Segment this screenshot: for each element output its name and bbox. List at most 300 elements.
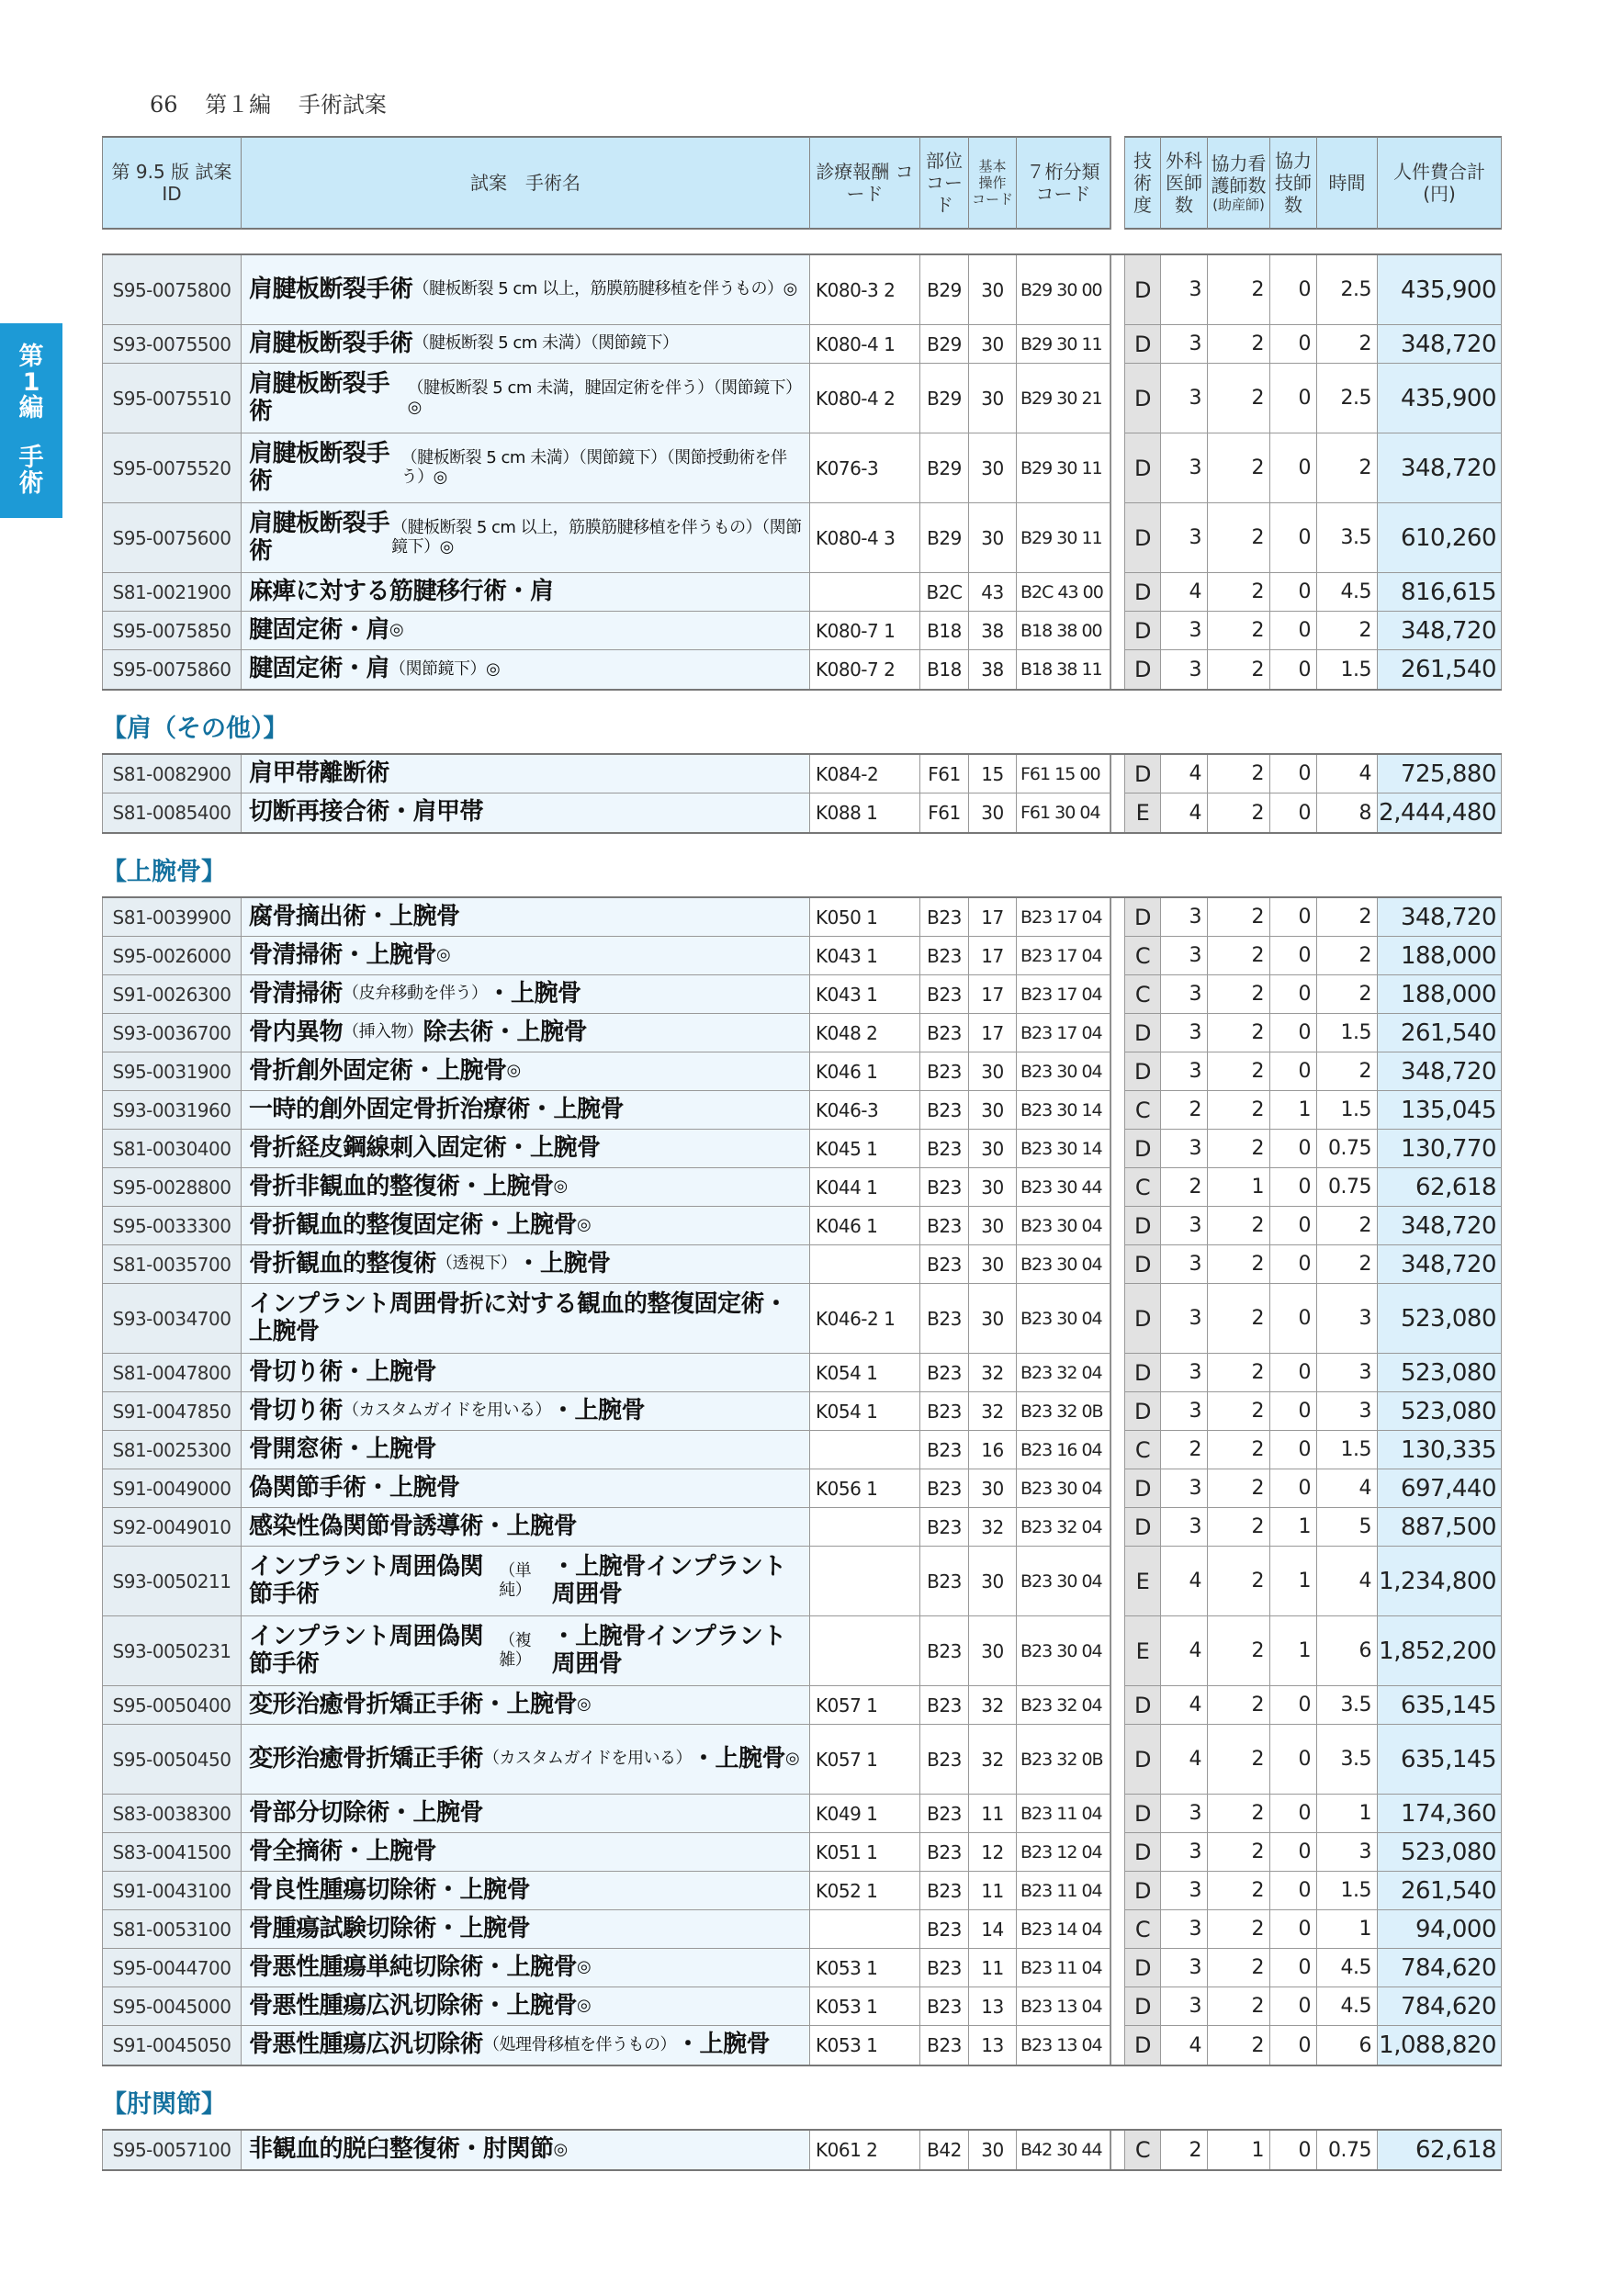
site-code: B23 — [920, 1207, 969, 1245]
fee-code: K080-3 2 — [810, 255, 920, 325]
technician-count: 0 — [1270, 2131, 1317, 2169]
nurse-count: 2 — [1208, 1833, 1270, 1872]
name-note: （関節鏡下）◎ — [389, 658, 501, 679]
personnel-cost: 135,045 — [1378, 1091, 1502, 1130]
name-text: 腱固定術・肩 — [249, 615, 390, 644]
personnel-cost: 1,852,200 — [1378, 1616, 1502, 1686]
page-number: 66 — [150, 92, 178, 118]
site-code: B23 — [920, 1910, 969, 1949]
technical-level: D — [1124, 573, 1161, 612]
technical-level: D — [1124, 1392, 1161, 1431]
site-code: B23 — [920, 1795, 969, 1833]
surgeon-count: 3 — [1161, 1508, 1208, 1547]
fee-code: K054 1 — [810, 1392, 920, 1431]
table-row[interactable] — [102, 1547, 1502, 1616]
personnel-cost: 261,540 — [1378, 650, 1502, 689]
hours: 1.5 — [1317, 1091, 1378, 1130]
name-text: ・上腕骨 — [487, 979, 581, 1007]
personnel-cost: 523,080 — [1378, 1284, 1502, 1354]
personnel-cost: 635,145 — [1378, 1686, 1502, 1725]
nurse-count: 2 — [1208, 1354, 1270, 1392]
fee-code: K076-3 — [810, 433, 920, 503]
site-code: B23 — [920, 1431, 969, 1469]
nurse-count: 2 — [1208, 898, 1270, 937]
site-code: B29 — [920, 433, 969, 503]
column-gap — [1110, 1091, 1124, 1130]
proposal-id: S95-0075520 — [102, 433, 242, 503]
table-row[interactable] — [102, 650, 1502, 689]
table-row[interactable] — [102, 503, 1502, 573]
proposal-id: S91-0045050 — [102, 2026, 242, 2065]
fee-code: K088 1 — [810, 793, 920, 832]
section-heading: 【上腕骨】 — [102, 858, 226, 886]
table-row[interactable] — [102, 1508, 1502, 1547]
hours: 2 — [1317, 433, 1378, 503]
table-row[interactable] — [102, 1833, 1502, 1872]
surgeon-count: 4 — [1161, 793, 1208, 832]
hours: 1 — [1317, 1910, 1378, 1949]
surgeon-count: 3 — [1161, 898, 1208, 937]
table-row[interactable] — [102, 1795, 1502, 1833]
personnel-cost: 348,720 — [1378, 612, 1502, 650]
fee-code — [810, 1910, 920, 1949]
procedure-name — [242, 1508, 810, 1547]
column-gap — [1110, 975, 1124, 1014]
site-code: B18 — [920, 612, 969, 650]
personnel-cost: 697,440 — [1378, 1469, 1502, 1508]
table-row[interactable] — [102, 1091, 1502, 1130]
nurse-count: 2 — [1208, 573, 1270, 612]
seven-digit-code: B29 30 11 — [1017, 503, 1110, 573]
nurse-count: 2 — [1208, 433, 1270, 503]
procedure-name — [242, 1052, 810, 1091]
procedure-name — [242, 1725, 810, 1795]
technical-level: D — [1124, 1833, 1161, 1872]
site-code: F61 — [920, 755, 969, 793]
surgeon-count: 3 — [1161, 1207, 1208, 1245]
seven-digit-code: B23 30 04 — [1017, 1207, 1110, 1245]
table-row[interactable] — [102, 1616, 1502, 1686]
proposal-id: S93-0034700 — [102, 1284, 242, 1354]
col-code: 診療報酬 コード — [810, 136, 920, 230]
name-note: ◎ — [785, 1749, 800, 1769]
surgeon-count: 3 — [1161, 937, 1208, 975]
personnel-cost: 2,444,480 — [1378, 793, 1502, 832]
proposal-id: S81-0047800 — [102, 1354, 242, 1392]
chapter-side-tab[interactable] — [0, 323, 62, 518]
column-gap — [1110, 255, 1124, 325]
site-code: B23 — [920, 937, 969, 975]
surgeon-count: 3 — [1161, 503, 1208, 573]
name-text: 一時的創外固定骨折治療術・上腕骨 — [249, 1095, 625, 1123]
hours: 2.5 — [1317, 364, 1378, 433]
procedure-name — [242, 898, 810, 937]
nurse-count: 2 — [1208, 2026, 1270, 2065]
name-text: 肩甲帯離断術 — [249, 759, 390, 787]
col-keta7: ７桁分類 コード — [1017, 136, 1110, 230]
table-row[interactable] — [102, 364, 1502, 433]
proposal-id: S95-0044700 — [102, 1949, 242, 1987]
name-text: 骨折創外固定術・上腕骨 — [249, 1056, 507, 1085]
technician-count: 0 — [1270, 612, 1317, 650]
fee-code: K052 1 — [810, 1872, 920, 1910]
name-text: 偽関節手術・上腕骨 — [249, 1473, 460, 1502]
column-gap — [1110, 1987, 1124, 2026]
column-gap — [1110, 2131, 1124, 2169]
table-row[interactable] — [102, 1245, 1502, 1284]
seven-digit-code: B42 30 44 — [1017, 2131, 1110, 2169]
surgeon-count: 2 — [1161, 2131, 1208, 2169]
operation-code: 32 — [969, 1392, 1017, 1431]
technical-level: C — [1124, 937, 1161, 975]
surgeon-count: 3 — [1161, 1245, 1208, 1284]
technical-level: C — [1124, 1091, 1161, 1130]
procedure-name — [242, 573, 810, 612]
table-row[interactable] — [102, 1431, 1502, 1469]
table-row[interactable] — [102, 898, 1502, 937]
seven-digit-code: B18 38 11 — [1017, 650, 1110, 689]
seven-digit-code: F61 30 04 — [1017, 793, 1110, 832]
site-code: B2C — [920, 573, 969, 612]
site-code: B23 — [920, 1091, 969, 1130]
name-text: ・上腕骨 — [550, 1396, 645, 1424]
personnel-cost: 348,720 — [1378, 433, 1502, 503]
name-note: ◎ — [577, 1957, 592, 1977]
procedure-name — [242, 1207, 810, 1245]
technician-count: 0 — [1270, 1284, 1317, 1354]
site-code: B23 — [920, 898, 969, 937]
name-text: インプラント周囲偽関節手術 — [249, 1553, 484, 1608]
hours: 2 — [1317, 612, 1378, 650]
col-kango-label: 協力看護師数 — [1211, 152, 1267, 197]
table-row[interactable] — [102, 975, 1502, 1014]
technician-count: 0 — [1270, 937, 1317, 975]
technical-level: D — [1124, 1508, 1161, 1547]
column-gap — [1110, 1872, 1124, 1910]
hours: 1.5 — [1317, 650, 1378, 689]
proposal-id: S81-0085400 — [102, 793, 242, 832]
personnel-cost: 887,500 — [1378, 1508, 1502, 1547]
operation-code: 30 — [969, 1130, 1017, 1168]
personnel-cost: 523,080 — [1378, 1392, 1502, 1431]
technical-level: D — [1124, 612, 1161, 650]
table-row[interactable] — [102, 1052, 1502, 1091]
hours: 6 — [1317, 2026, 1378, 2065]
hours: 5 — [1317, 1508, 1378, 1547]
surgeon-count: 4 — [1161, 1616, 1208, 1686]
table-row[interactable] — [102, 1130, 1502, 1168]
table-header — [102, 136, 1502, 230]
name-note: （単純） — [499, 1561, 532, 1600]
col-id: 第 9.5 版 試案 ID — [102, 136, 242, 230]
proposal-id: S95-0075860 — [102, 650, 242, 689]
technician-count: 0 — [1270, 1833, 1317, 1872]
seven-digit-code: B23 30 44 — [1017, 1168, 1110, 1207]
seven-digit-code: B29 30 11 — [1017, 325, 1110, 364]
fee-code: K053 1 — [810, 1949, 920, 1987]
personnel-cost: 62,618 — [1378, 2131, 1502, 2169]
nurse-count: 2 — [1208, 1872, 1270, 1910]
technical-level: E — [1124, 1616, 1161, 1686]
nurse-count: 2 — [1208, 1686, 1270, 1725]
nurse-count: 2 — [1208, 975, 1270, 1014]
technical-level: D — [1124, 325, 1161, 364]
proposal-id: S95-0075600 — [102, 503, 242, 573]
proposal-id: S81-0082900 — [102, 755, 242, 793]
technical-level: D — [1124, 433, 1161, 503]
table-row[interactable] — [102, 793, 1502, 832]
table-row[interactable] — [102, 1207, 1502, 1245]
table-row[interactable] — [102, 1987, 1502, 2026]
nurse-count: 2 — [1208, 1795, 1270, 1833]
site-code: B23 — [920, 1052, 969, 1091]
seven-digit-code: B23 17 04 — [1017, 937, 1110, 975]
procedure-name — [242, 1130, 810, 1168]
nurse-count: 2 — [1208, 1091, 1270, 1130]
operation-code: 30 — [969, 1469, 1017, 1508]
table-row[interactable] — [102, 2131, 1502, 2169]
nurse-count: 2 — [1208, 1392, 1270, 1431]
col-name: 試案 手術名 — [242, 136, 810, 230]
name-note: （腱板断裂 5 cm 未満，腱固定術を伴う）（関節鏡下）◎ — [407, 378, 802, 417]
procedure-name — [242, 1949, 810, 1987]
table-row[interactable] — [102, 433, 1502, 503]
name-note: （腱板断裂 5 cm 未満）（関節鏡下）（関節授動術を伴う）◎ — [400, 448, 787, 487]
surgeon-count: 3 — [1161, 1872, 1208, 1910]
fee-code — [810, 1616, 920, 1686]
nurse-count: 2 — [1208, 255, 1270, 325]
fee-code — [810, 1547, 920, 1616]
table-row[interactable] — [102, 573, 1502, 612]
proposal-id: S81-0035700 — [102, 1245, 242, 1284]
name-text: 骨開窓術・上腕骨 — [249, 1435, 437, 1463]
procedure-name — [242, 255, 810, 325]
hours: 3 — [1317, 1392, 1378, 1431]
technician-count: 0 — [1270, 433, 1317, 503]
proposal-id: S95-0075850 — [102, 612, 242, 650]
surgeon-count: 3 — [1161, 1795, 1208, 1833]
site-code: B42 — [920, 2131, 969, 2169]
name-text: 非観血的脱臼整復術・肘関節 — [249, 2135, 554, 2164]
operation-code: 17 — [969, 898, 1017, 937]
fee-code: K046 1 — [810, 1207, 920, 1245]
surgeon-count: 3 — [1161, 1354, 1208, 1392]
procedure-name — [242, 1014, 810, 1052]
column-gap — [1110, 1392, 1124, 1431]
table-row[interactable] — [102, 1014, 1502, 1052]
name-note: ◎ — [553, 2139, 568, 2159]
table-row[interactable] — [102, 1284, 1502, 1354]
proposal-id: S95-0026000 — [102, 937, 242, 975]
operation-code: 43 — [969, 573, 1017, 612]
column-gap — [1110, 2026, 1124, 2065]
technical-level: C — [1124, 1431, 1161, 1469]
table-row[interactable] — [102, 612, 1502, 650]
seven-digit-code: B29 30 11 — [1017, 433, 1110, 503]
proposal-id: S91-0026300 — [102, 975, 242, 1014]
column-gap — [1110, 1508, 1124, 1547]
proposal-id: S81-0039900 — [102, 898, 242, 937]
name-text: 骨清掃術 — [249, 979, 344, 1007]
name-text: 骨良性腫瘍切除術・上腕骨 — [249, 1875, 531, 1904]
table-row[interactable] — [102, 325, 1502, 364]
fee-code: K049 1 — [810, 1795, 920, 1833]
seven-digit-code: F61 15 00 — [1017, 755, 1110, 793]
surgeon-count: 3 — [1161, 975, 1208, 1014]
hours: 3 — [1317, 1833, 1378, 1872]
col-kihon: 基本 操作 コード — [969, 136, 1017, 230]
part-label: 第１編 — [205, 92, 272, 118]
personnel-cost: 94,000 — [1378, 1910, 1502, 1949]
col-gishi: 協力技師数 — [1270, 136, 1317, 230]
column-gap — [1110, 1431, 1124, 1469]
table-row[interactable] — [102, 1725, 1502, 1795]
procedure-name — [242, 1392, 810, 1431]
table-row[interactable] — [102, 937, 1502, 975]
col-tech: 技術度 — [1124, 136, 1161, 230]
nurse-count: 2 — [1208, 1910, 1270, 1949]
technician-count: 0 — [1270, 1725, 1317, 1795]
name-text: ・上腕骨インプラント周囲骨 — [551, 1553, 786, 1608]
column-gap — [1110, 937, 1124, 975]
procedure-name — [242, 1686, 810, 1725]
site-code: B29 — [920, 325, 969, 364]
procedure-name — [242, 1987, 810, 2026]
technical-level: D — [1124, 1245, 1161, 1284]
fee-code: K051 1 — [810, 1833, 920, 1872]
side-tab-label: 手術 — [18, 443, 44, 499]
nurse-count: 2 — [1208, 937, 1270, 975]
column-gap — [1110, 364, 1124, 433]
table-row[interactable] — [102, 755, 1502, 793]
procedure-table — [102, 136, 1502, 2171]
hours: 1.5 — [1317, 1872, 1378, 1910]
table-group — [102, 2129, 1502, 2171]
surgeon-count: 4 — [1161, 1725, 1208, 1795]
site-code: B29 — [920, 364, 969, 433]
table-row[interactable] — [102, 1949, 1502, 1987]
name-note: ◎ — [506, 1061, 521, 1081]
fee-code — [810, 1245, 920, 1284]
table-row[interactable] — [102, 1469, 1502, 1508]
fee-code: K046-2 1 — [810, 1284, 920, 1354]
proposal-id: S91-0049000 — [102, 1469, 242, 1508]
seven-digit-code: B29 30 21 — [1017, 364, 1110, 433]
fee-code: K080-7 2 — [810, 650, 920, 689]
hours: 1 — [1317, 1795, 1378, 1833]
name-note: （カスタムガイドを用いる） — [483, 1749, 692, 1769]
technician-count: 0 — [1270, 1686, 1317, 1725]
proposal-id: S81-0030400 — [102, 1130, 242, 1168]
technical-level: D — [1124, 1872, 1161, 1910]
technician-count: 1 — [1270, 1547, 1317, 1616]
procedure-name — [242, 612, 810, 650]
personnel-cost: 62,618 — [1378, 1168, 1502, 1207]
site-code: F61 — [920, 793, 969, 832]
name-text: インプラント周囲偽関節手術 — [249, 1623, 484, 1678]
procedure-name — [242, 793, 810, 832]
operation-code: 15 — [969, 755, 1017, 793]
seven-digit-code: B23 16 04 — [1017, 1431, 1110, 1469]
proposal-id: S95-0075800 — [102, 255, 242, 325]
technical-level: D — [1124, 898, 1161, 937]
operation-code: 30 — [969, 1091, 1017, 1130]
operation-code: 38 — [969, 650, 1017, 689]
seven-digit-code: B23 32 0B — [1017, 1392, 1110, 1431]
name-text: 除去術・上腕骨 — [423, 1018, 588, 1046]
column-gap — [1110, 1833, 1124, 1872]
technician-count: 0 — [1270, 1052, 1317, 1091]
technician-count: 0 — [1270, 1795, 1317, 1833]
table-row[interactable] — [102, 1872, 1502, 1910]
table-row[interactable] — [102, 2026, 1502, 2065]
fee-code: K080-4 3 — [810, 503, 920, 573]
name-text: 腐骨摘出術・上腕骨 — [249, 902, 460, 930]
fee-code: K057 1 — [810, 1686, 920, 1725]
site-code: B23 — [920, 2026, 969, 2065]
proposal-id: S93-0075500 — [102, 325, 242, 364]
fee-code: K061 2 — [810, 2131, 920, 2169]
table-row[interactable] — [102, 1686, 1502, 1725]
section-title: 手術試案 — [298, 92, 387, 118]
technical-level: D — [1124, 1987, 1161, 2026]
site-code: B29 — [920, 503, 969, 573]
fee-code: K057 1 — [810, 1725, 920, 1795]
nurse-count: 2 — [1208, 1508, 1270, 1547]
table-row[interactable] — [102, 1910, 1502, 1949]
operation-code: 32 — [969, 1508, 1017, 1547]
surgeon-count: 4 — [1161, 1686, 1208, 1725]
name-text: 骨切り術・上腕骨 — [249, 1357, 437, 1386]
nurse-count: 2 — [1208, 612, 1270, 650]
seven-digit-code: B23 11 04 — [1017, 1795, 1110, 1833]
hours: 2 — [1317, 1052, 1378, 1091]
name-text: 変形治癒骨折矯正手術・上腕骨 — [249, 1690, 578, 1718]
operation-code: 30 — [969, 1245, 1017, 1284]
surgeon-count: 3 — [1161, 325, 1208, 364]
table-row[interactable] — [102, 255, 1502, 325]
surgeon-count: 3 — [1161, 1014, 1208, 1052]
fee-code: K053 1 — [810, 2026, 920, 2065]
table-row[interactable] — [102, 1392, 1502, 1431]
surgeon-count: 4 — [1161, 573, 1208, 612]
technical-level: D — [1124, 1284, 1161, 1354]
nurse-count: 2 — [1208, 1284, 1270, 1354]
personnel-cost: 261,540 — [1378, 1872, 1502, 1910]
technical-level: D — [1124, 1207, 1161, 1245]
fee-code: K044 1 — [810, 1168, 920, 1207]
hours: 0.75 — [1317, 2131, 1378, 2169]
column-gap — [1110, 1168, 1124, 1207]
technical-level: D — [1124, 1014, 1161, 1052]
site-code: B23 — [920, 1130, 969, 1168]
table-row[interactable] — [102, 1354, 1502, 1392]
operation-code: 32 — [969, 1686, 1017, 1725]
table-row[interactable] — [102, 1168, 1502, 1207]
technical-level: D — [1124, 1686, 1161, 1725]
site-code: B23 — [920, 1508, 969, 1547]
technical-level: D — [1124, 650, 1161, 689]
technical-level: D — [1124, 1725, 1161, 1795]
hours: 4 — [1317, 1469, 1378, 1508]
seven-digit-code: B23 30 14 — [1017, 1091, 1110, 1130]
technician-count: 1 — [1270, 1616, 1317, 1686]
operation-code: 17 — [969, 975, 1017, 1014]
hours: 0.75 — [1317, 1130, 1378, 1168]
surgeon-count: 4 — [1161, 755, 1208, 793]
technician-count: 1 — [1270, 1508, 1317, 1547]
personnel-cost: 610,260 — [1378, 503, 1502, 573]
